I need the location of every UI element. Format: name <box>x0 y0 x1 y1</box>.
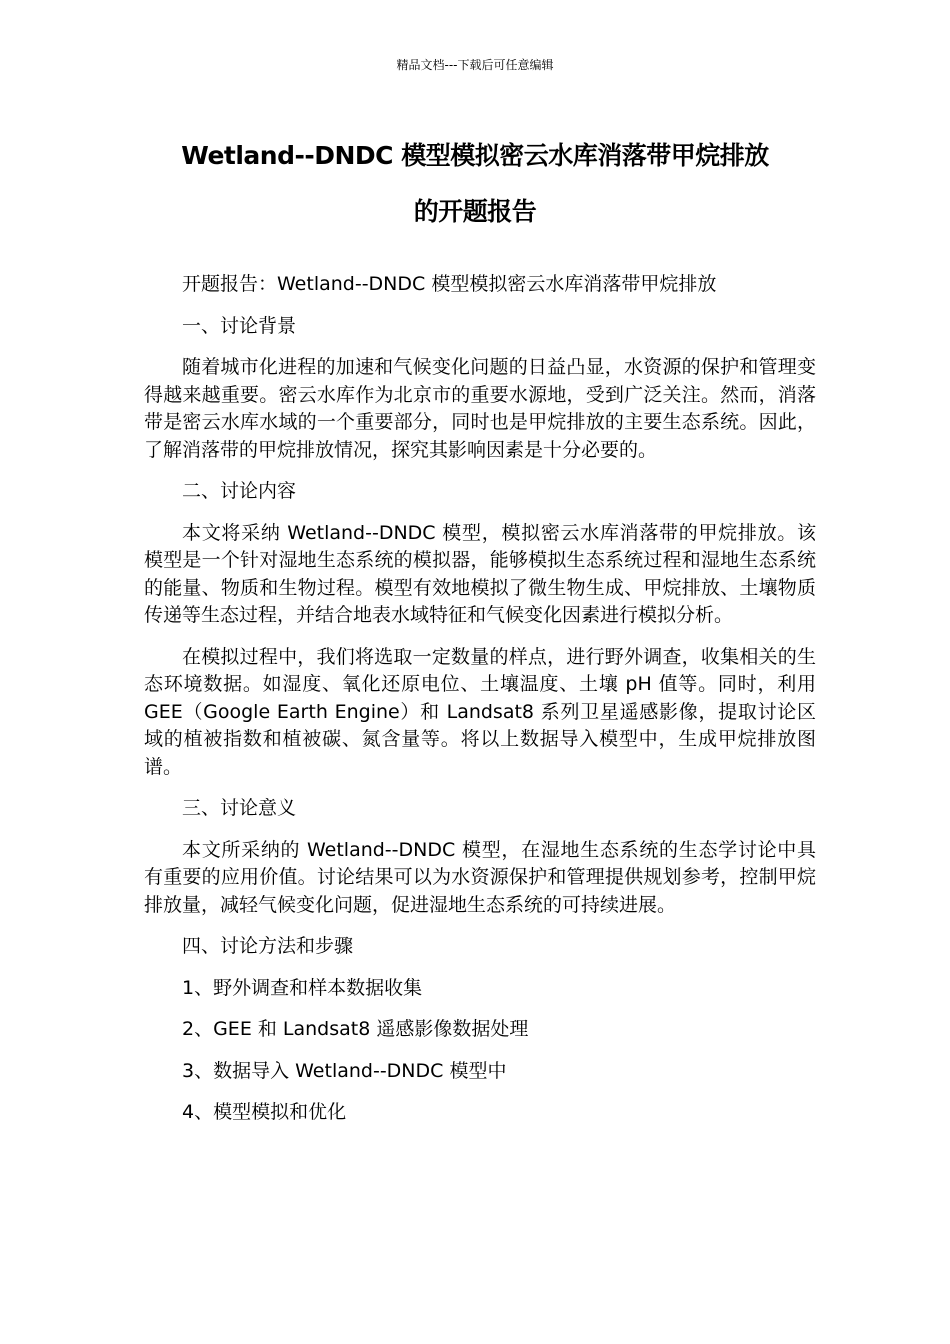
list-item-step-2: 2、GEE 和 Landsat8 遥感影像数据处理 <box>182 1018 529 1040</box>
header-note: 精品文档---下载后可任意编辑 <box>396 58 554 72</box>
section-heading-methods: 四、讨论方法和步骤 <box>182 935 354 957</box>
section-heading-significance: 三、讨论意义 <box>182 797 297 819</box>
paragraph-significance: 本文所采纳的 Wetland--DNDC 模型，在湿地生态系统的生态学讨论中具有重要的应用价值。讨论结果可以为水资源保护和管理提供规划参考，控制甲烷排放量，减轻气候变化问题，促进湿地生态系统的可持续进展。 <box>144 838 816 916</box>
document-body <box>144 271 816 1141</box>
document-title-line-1: Wetland--DNDC 模型模拟密云水库消落带甲烷排放 <box>181 141 769 170</box>
section-heading-background: 一、讨论背景 <box>182 314 297 337</box>
list-item-step-3: 3、数据导入 Wetland--DNDC 模型中 <box>182 1059 507 1082</box>
paragraph-content-model: 本文将采纳 Wetland--DNDC 模型，模拟密云水库消落带的甲烷排放。该模型是一个针对湿地生态系统的模拟器，能够模拟生态系统过程和湿地生态系统的能量、物质和生物过程。模型有效地模拟了微生物生成、甲烷排放、土壤物质传递等生态过程，并结合地表水域特征和气候变化因素进行模拟分析。 <box>144 521 816 626</box>
report-subject: 开题报告：Wetland--DNDC 模型模拟密云水库消落带甲烷排放 <box>182 273 717 295</box>
paragraph-background: 随着城市化进程的加速和气候变化问题的日益凸显，水资源的保护和管理变得越来越重要。密云水库作为北京市的重要水源地，受到广泛关注。然而，消落带是密云水库水域的一个重要部分，同时也是甲烷排放的主要生态系统。因此，了解消落带的甲烷排放情况，探究其影响因素是十分必要的。 <box>144 356 816 461</box>
list-item-step-1: 1、野外调查和样本数据收集 <box>182 976 423 999</box>
section-heading-content: 二、讨论内容 <box>182 480 297 502</box>
list-item-step-4: 4、模型模拟和优化 <box>182 1101 347 1123</box>
paragraph-content-process: 在模拟过程中，我们将选取一定数量的样点，进行野外调查，收集相关的生态环境数据。如湿度、氧化还原电位、土壤温度、土壤 pH 值等。同时，利用 GEE（Google Earth Engine）和 Landsat8 系列卫星遥感影像，提取讨论区域的植被指数和植被碳、氮含量等。将以上数据导入模型中，生成甲烷排放图谱。 <box>144 645 816 778</box>
document-title-line-2: 的开题报告 <box>413 197 537 226</box>
